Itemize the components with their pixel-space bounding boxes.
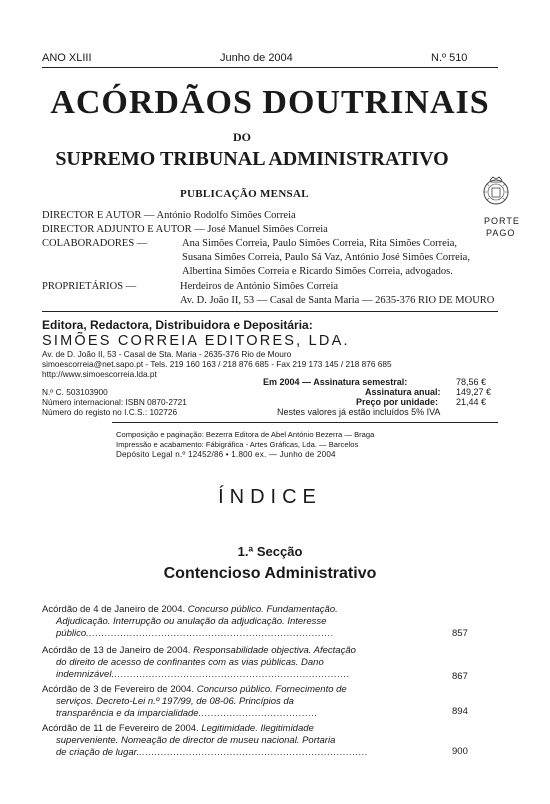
postage-paid-line-1: PORTE (484, 216, 520, 226)
publisher-heading: Editora, Redactora, Distribuidora e Depositária: (42, 318, 313, 332)
title-connector: DO (233, 130, 251, 144)
entry-topic-continued: do direito de acesso de confinantes com as vias públicas. Dano (56, 657, 324, 668)
entry-topic: Concurso público. Fornecimento de (196, 684, 347, 695)
postage-seal-icon (481, 176, 511, 206)
publisher-contacts: simoescorreia@net.sapo.pt - Tels. 219 160 163 / 218 876 685 - Fax 219 173 145 / 218 876 685 (42, 359, 392, 369)
company-registration: N.º C. 503103900 (42, 387, 108, 397)
collaborators-line-1: Ana Simões Correia, Paulo Simões Correia, Rita Simões Correia, (182, 238, 457, 249)
issue-date: Junho de 2004 (220, 52, 293, 64)
entry-topic: Legitimidade. Ilegitimidade (201, 723, 314, 734)
unit-price-value: 21,44 € (456, 397, 487, 407)
issue-number: N.º 510 (431, 52, 468, 64)
court-name: SUPREMO TRIBUNAL ADMINISTRATIVO (55, 148, 449, 170)
section-title: Contencioso Administrativo (163, 565, 377, 582)
index-entry[interactable] (42, 604, 442, 640)
entry-topic: Responsabilidade objectiva. Afectação (193, 645, 356, 656)
printing-credit: Impressão e acabamento: Fábigráfica - Artes Gráficas, Lda. — Barcelos (116, 440, 359, 449)
entry-topic-continued: serviços. Decreto-Lei n.º 197/99, de 08-06. Princípios da (56, 696, 294, 707)
owners-name: Herdeiros de António Simões Correia (180, 281, 339, 292)
index-entry[interactable] (42, 684, 442, 720)
index-entry[interactable] (42, 645, 442, 681)
entry-topic-end: transparência e da imparcialidade. (56, 708, 202, 719)
entry-topic-end: de criação de lugar.. (56, 747, 142, 758)
publisher-address: Av. de D. João II, 53 - Casal de Sta. Maria - 2635-376 Rio de Mouro (42, 349, 292, 359)
owners-label: PROPRIETÁRIOS — (42, 281, 137, 292)
issn-number: Número internacional: ISBN 0870-2721 (42, 397, 187, 407)
unit-price-label: Preço por unidade: (356, 397, 439, 407)
composition-divider (112, 422, 498, 423)
collaborators-line-2: Susana Simões Correia, Paulo Sá Vaz, António José Simões Correia, (182, 252, 470, 263)
publication-frequency: PUBLICAÇÃO MENSAL (180, 188, 309, 200)
entry-topic-end: público. (56, 628, 89, 639)
index-heading: ÍNDICE (218, 486, 322, 508)
vat-note: Nestes valores já estão incluídos 5% IVA (277, 407, 441, 417)
entry-lead: Acórdão de 11 de Fevereiro de 2004. (42, 723, 199, 734)
entry-lead: Acórdão de 3 de Fevereiro de 2004. (42, 684, 195, 695)
postage-paid-line-2: PAGO (486, 228, 516, 238)
entry-page-number[interactable]: 857 (452, 628, 468, 639)
volume-year: ANO XLIII (42, 52, 92, 64)
index-entry[interactable] (42, 723, 442, 759)
entry-page-number[interactable]: 867 (452, 671, 468, 682)
annual-subscription-label: Assinatura anual: (365, 387, 441, 397)
journal-title: ACÓRDÃOS DOUTRINAIS (50, 84, 490, 121)
leader-dots: ........................................................................ (141, 747, 368, 758)
ics-registration: Número do registo no I.C.S.: 102726 (42, 407, 178, 417)
annual-subscription-value: 149,27 € (456, 387, 492, 397)
entry-lead: Acórdão de 13 de Janeiro de 2004. (42, 645, 191, 656)
entry-page-number[interactable]: 900 (452, 746, 468, 757)
director-credit: DIRECTOR E AUTOR — António Rodolfo Simões Correia (42, 210, 296, 221)
legal-deposit: Depósito Legal n.º 12452/86 • 1.800 ex. — Junho de 2004 (116, 450, 336, 459)
publisher-website: http://www.simoescorreia.lda.pt (42, 369, 157, 379)
entry-topic-continued: superveniente. Nomeação de director de museu nacional. Portaria (56, 735, 336, 746)
leader-dots: ........................................................................... (114, 669, 350, 680)
semester-subscription-label: Em 2004 — Assinatura semestral: (263, 377, 408, 387)
leader-dots: ..................................... (201, 708, 318, 719)
semester-subscription-value: 78,56 € (456, 377, 487, 387)
entry-page-number[interactable]: 894 (452, 706, 468, 717)
composition-credit: Composição e paginação: Bezerra Editora de Abel António Bezerra — Braga (116, 430, 375, 439)
entry-topic: Concurso público. Fundamentação. (187, 604, 338, 615)
header-divider (42, 67, 498, 68)
publisher-company: SIMÕES CORREIA EDITORES, LDA. (42, 333, 350, 349)
deputy-director-credit: DIRECTOR ADJUNTO E AUTOR — José Manuel Simões Correia (42, 224, 328, 235)
section-number: 1.ª Secção (237, 544, 303, 559)
entry-topic-end: indemnizável. (56, 669, 115, 680)
entry-lead: Acórdão de 4 de Janeiro de 2004. (42, 604, 186, 615)
leader-dots: .............................................................................. (88, 628, 334, 639)
collaborators-line-3: Albertina Simões Correia e Ricardo Simões Correia, advogados. (182, 266, 453, 277)
collaborators-label: COLABORADORES — (42, 238, 148, 249)
owners-address: Av. D. João II, 53 — Casal de Santa Maria — 2635-376 RIO DE MOURO (180, 295, 495, 306)
credits-divider (42, 311, 498, 312)
entry-topic-continued: Adjudicação. Interrupção ou anulação da adjudicação. Interesse (56, 616, 327, 627)
